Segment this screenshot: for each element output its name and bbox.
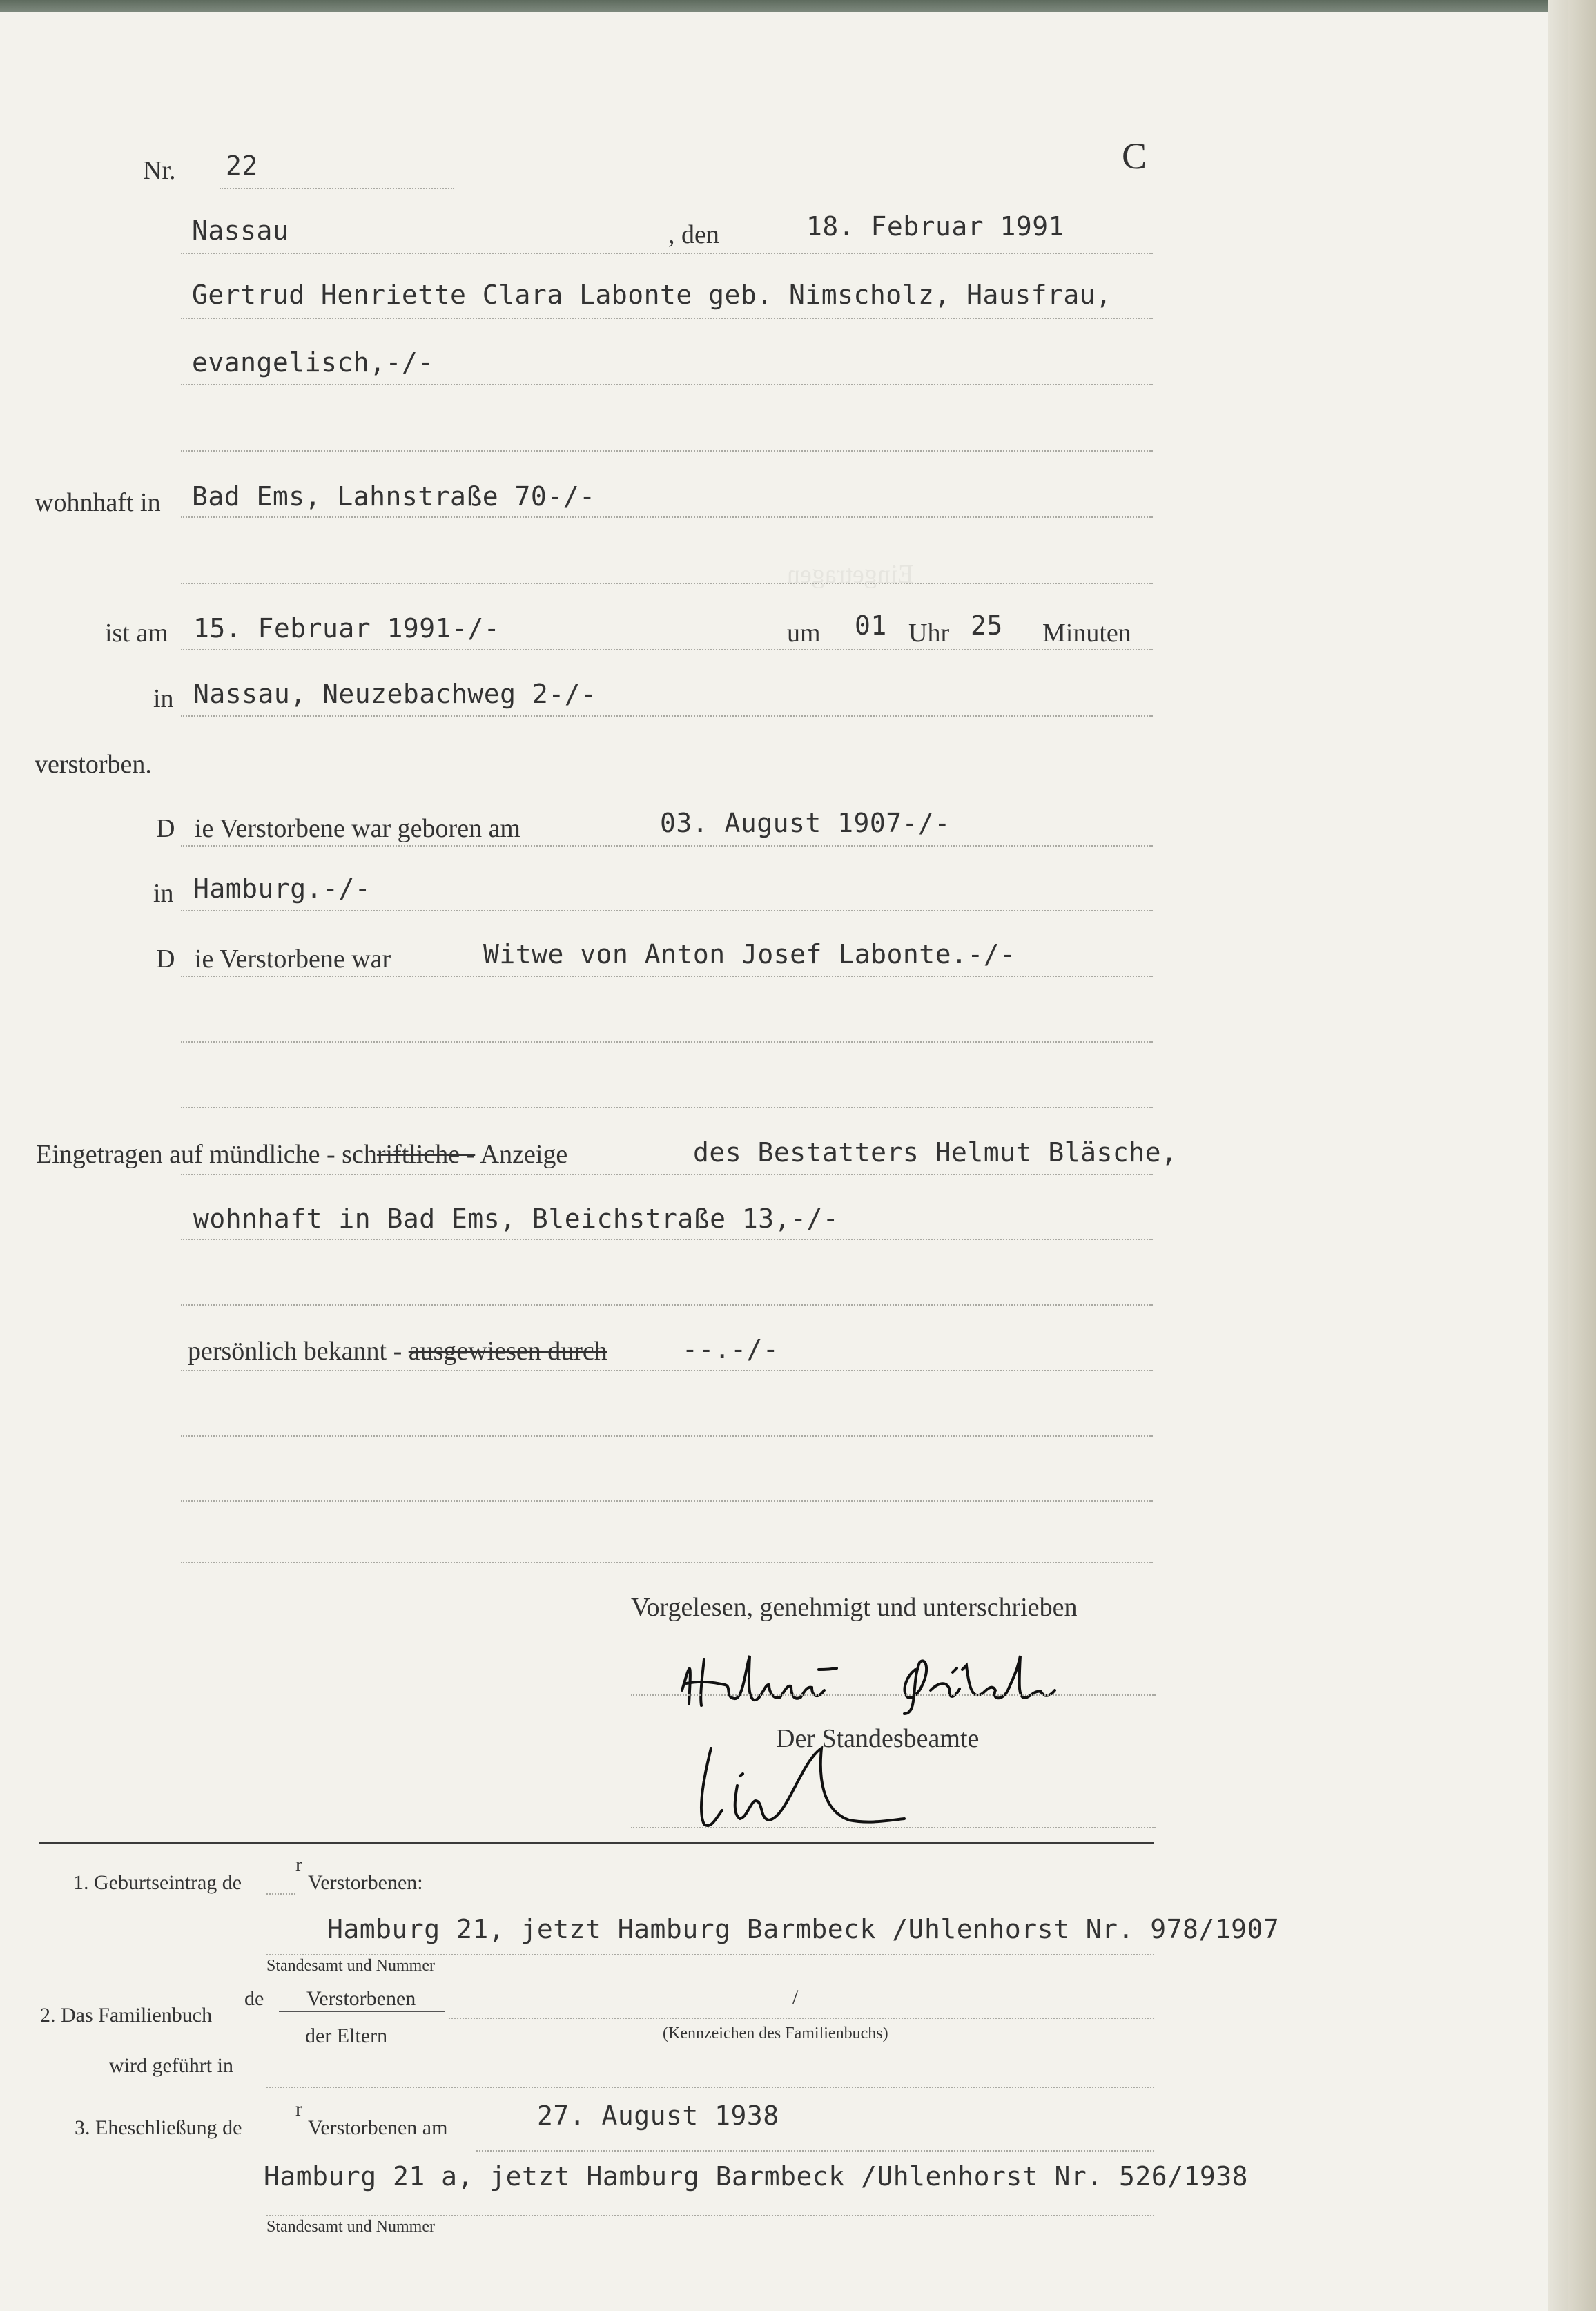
rule — [266, 2215, 1154, 2216]
birth-place-label: in — [153, 879, 174, 908]
rule — [181, 1239, 1153, 1240]
rule — [181, 318, 1153, 319]
f3-superscript: r — [295, 2098, 302, 2120]
rule — [181, 976, 1153, 977]
f3-marriage-date: 27. August 1938 — [537, 2100, 779, 2131]
rule — [181, 450, 1153, 452]
f2-option-parents: der Eltern — [305, 2024, 388, 2047]
page-edge-outer — [1568, 0, 1596, 2311]
rule — [181, 583, 1153, 584]
death-date: 15. Februar 1991-/- — [193, 613, 500, 644]
page-edge — [1548, 0, 1569, 2311]
f3-caption: Standesamt und Nummer — [266, 2218, 435, 2236]
minuten-label: Minuten — [1042, 619, 1131, 648]
registry-place: Nassau — [192, 215, 289, 246]
fraction-rule — [279, 2011, 445, 2012]
f3-label-b: Verstorbenen am — [308, 2116, 448, 2139]
f2-label: 2. Das Familienbuch — [40, 2004, 213, 2027]
page-letter: C — [1122, 135, 1147, 177]
death-place-label: in — [153, 684, 174, 713]
f1-caption: Standesamt und Nummer — [266, 1957, 435, 1975]
registrar-signature — [683, 1734, 918, 1838]
bleed-through: Eingetragen — [787, 560, 914, 589]
death-hour: 01 — [855, 610, 887, 641]
identity-value: --.-/- — [682, 1334, 779, 1364]
residence-label: wohnhaft in — [35, 488, 161, 517]
death-date-label: ist am — [105, 619, 168, 648]
entry-number: 22 — [226, 151, 258, 181]
rule — [220, 188, 454, 189]
read-approved-label: Vorgelesen, genehmigt und unterschrieben — [631, 1593, 1078, 1622]
den-label: , den — [668, 220, 719, 249]
rule — [181, 1562, 1153, 1563]
f1-label: 1. Geburtseintrag de — [73, 1871, 242, 1894]
rule — [266, 1954, 1154, 1955]
death-place: Nassau, Neuzebachweg 2-/- — [193, 679, 597, 709]
informant: des Bestatters Helmut Bläsche, — [693, 1137, 1178, 1168]
rule — [181, 649, 1153, 650]
rule — [266, 2087, 1154, 2088]
informant-address: wohnhaft in Bad Ems, Bleichstraße 13,-/- — [193, 1203, 839, 1234]
rule — [181, 1304, 1153, 1306]
deceased-religion: evangelisch,-/- — [192, 347, 434, 378]
rule — [181, 516, 1153, 518]
rule — [181, 1500, 1153, 1502]
rule — [181, 1107, 1153, 1108]
identity-label: persönlich bekannt - ausgewiesen durch — [188, 1337, 607, 1366]
status-label: ie Verstorbene war — [195, 945, 391, 974]
rule — [181, 1370, 1153, 1371]
f2-slash: / — [792, 1986, 799, 2009]
rule — [181, 253, 1153, 254]
rule — [181, 715, 1153, 717]
verstorben-label: verstorben. — [35, 750, 152, 779]
rule — [181, 1041, 1153, 1043]
f1-birth-registry: Hamburg 21, jetzt Hamburg Barmbeck /Uhlenhorst Nr. 978/1907 — [327, 1914, 1280, 1944]
rule — [631, 1694, 1156, 1696]
f1-label-b: Verstorbenen: — [308, 1871, 423, 1894]
birth-place: Hamburg.-/- — [193, 873, 371, 904]
rule — [181, 845, 1153, 847]
birth-date: 03. August 1907-/- — [660, 808, 951, 838]
uhr-label: Uhr — [908, 619, 950, 648]
f3-label: 3. Eheschließung de — [75, 2116, 242, 2139]
registry-date: 18. Februar 1991 — [806, 211, 1065, 242]
f3-marriage-registry: Hamburg 21 a, jetzt Hamburg Barmbeck /Uhlenhorst Nr. 526/1938 — [264, 2161, 1249, 2192]
birth-label: ie Verstorbene war geboren am — [195, 814, 520, 843]
f1-superscript: r — [295, 1853, 302, 1876]
f2-de: de — [244, 1987, 264, 2010]
section-divider — [39, 1842, 1154, 1844]
nr-label: Nr. — [143, 156, 176, 185]
rule — [181, 384, 1153, 385]
birth-d-label: D — [156, 814, 175, 843]
rule — [449, 2018, 1154, 2019]
death-minute: 25 — [971, 610, 1003, 641]
rule — [181, 1435, 1153, 1437]
registration-label: Eingetragen auf mündliche - schriftliche - Anzeige — [36, 1140, 568, 1169]
registrar-label: Der Standesbeamte — [776, 1724, 980, 1753]
f2-label-2: wird geführt in — [109, 2054, 233, 2077]
residence-value: Bad Ems, Lahnstraße 70-/- — [192, 481, 596, 512]
marital-status: Witwe von Anton Josef Labonte.-/- — [483, 939, 1016, 969]
rule — [181, 1174, 1153, 1175]
rule — [266, 1893, 295, 1895]
rule — [476, 2150, 1154, 2152]
um-label: um — [787, 619, 821, 648]
deceased-name: Gertrud Henriette Clara Labonte geb. Nimscholz, Hausfrau, — [192, 280, 1112, 310]
status-d-label: D — [156, 945, 175, 974]
informant-signature — [677, 1642, 1153, 1718]
f2-option-deceased: Verstorbenen — [306, 1987, 416, 2010]
rule — [181, 910, 1153, 911]
f2-caption: (Kennzeichen des Familienbuchs) — [663, 2024, 888, 2042]
rule — [631, 1827, 1156, 1828]
